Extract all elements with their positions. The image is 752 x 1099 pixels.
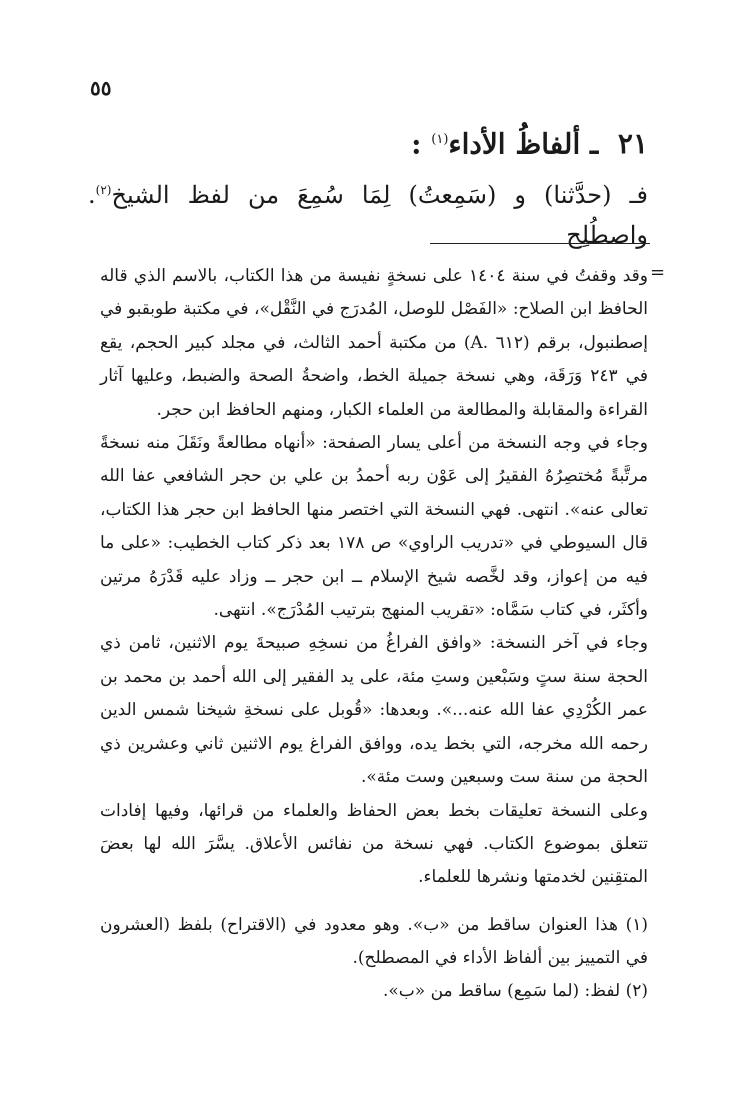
footnote-ref-2: (٢) — [95, 183, 112, 197]
note-paragraph-4: وعلى النسخة تعليقات بخط بعض الحفاظ والعلماء من قرائها، وفيها إفادات تتعلق بموضوع الكتاب. فهي نسخة من نفائس الأعلاق. يسَّرَ الله لها بعضَ المتقِنين لخدمتها ونشرها للعلماء. — [100, 800, 648, 888]
section-title: ألفاظُ الأداء — [448, 127, 581, 161]
section-number: ٢١ — [617, 127, 648, 161]
page-number: ٥٥ — [90, 76, 112, 100]
section-heading — [88, 120, 648, 164]
footnotes — [100, 909, 648, 1008]
note-paragraph-1: وقد وقفتُ في سنة ١٤٠٤ على نسخةٍ نفيسة من هذا الكتاب، بالاسم الذي قاله الحافظ ابن الصلاح: «الفَصْل للوصل، المُدرَج في النَّقْل»، في مكتبة طوبقبو في إصطنبول، برقم (٦١٢ .A) من مكتبة أحمد الثالث، في مجلد كبير الحجم، يقع في ٢٤٣ وَرَقَة، وهي نسخة جميلة الخط، واضحةُ الصحة والضبط، وعليها آثار القراءة والمقابلة والمطالعة من العلماء الكبار، ومنهم الحافظ ابن حجر. — [100, 266, 649, 420]
lead-text: فـ (حدَّثنا) و (سَمِعتُ) لِمَا سُمِعَ من لفظ الشيخ — [111, 181, 648, 209]
margin-notes — [100, 260, 648, 1008]
footnote-ref-1: (١) — [431, 132, 449, 147]
section-colon: : — [411, 127, 422, 161]
footnote-2: (٢) لفظ: (لما سَمِع) ساقط من «ب». — [383, 980, 648, 1001]
note-paragraph-3: وجاء في آخر النسخة: «وافق الفراغُ من نسخِهِ صبيحةَ يوم الاثنين، ثامن ذي الحجة سنة ستٍ وسَبْعين وستِ مئة، على يد الفقير إلى الله أحمد بن محمد بن عمر الكُرْدِي عفا الله عنه...». وبعدها: «قُوبل على نسخةِ شيخنا شمس الدين رحمه الله مخرجه، التي بخط يده، ووافق الفراغ يوم الاثنين ثاني وعشرين ذي الحجة من سنة ست وسبعين وست مئة». — [100, 633, 648, 788]
note-paragraph-2: وجاء في وجه النسخة من أعلى يسار الصفحة: «أنهاه مطالعةً ونَقَلَ منه نسخةً مرتَّبةً مُختصِرُهُ الفقيرُ إلى عَوْن ربه أحمدُ بن علي بن حجر الشافعي عفا الله تعالى عنه». انتهى. فهي النسخة التي اختصر منها الحافظ ابن حجر هذا الكتاب، قال السيوطي في «تدريب الراوي» ص ١٧٨ بعد ذكر كتاب الخطيب: «على ما فيه من إعواز، وقد لخَّصه شيخ الإسلام ــ ابن حجر ــ وزاد عليه قَدْرَهُ مرتين وأكثَر، في كتاب سَمَّاه: «تقريب المنهج بترتيب المُدْرَج». انتهى. — [100, 433, 648, 621]
section-dash: ـ — [589, 127, 599, 161]
lead-continuation: . واصطُلِح — [88, 181, 648, 249]
continuation-mark: = — [650, 262, 666, 283]
footnote-1: (١) هذا العنوان ساقط من «ب». وهو معدود في (الاقتراح) بلفظ (العشرون في التمييز بين ألفاظ الأداء في المصطلح). — [100, 914, 648, 968]
footnote-separator — [430, 243, 650, 244]
